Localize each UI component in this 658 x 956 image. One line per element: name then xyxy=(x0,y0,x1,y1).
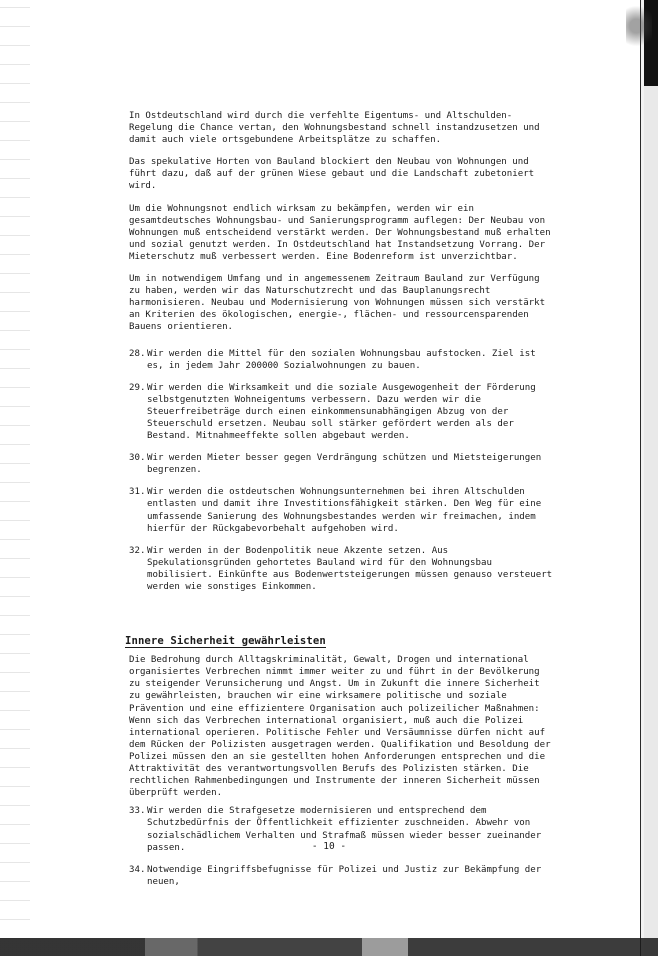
item-text: Wir werden die ostdeutschen Wohnungsunternehmen bei ihren Altschulden entlasten und damit ihre Investitionsfähigkeit stärken. Den Weg für eine umfassende Sanierung des Wohnungsbestandes werden wir freimachen, indem hierfür der Rückgabevorbehalt aufgehoben wird. xyxy=(147,487,542,534)
paragraph: Um in notwendigem Umfang und in angemessenem Zeitraum Bauland zur Verfügung zu haben, werden wir das Naturschutzrecht und das Bauplanungsrecht harmonisieren. Neubau und Modernisierung von Wohnungen müssen sich verstärkt an Kriterien des ökologischen, energie-, flächen- und ressourcensparenden Bauens orientieren. xyxy=(129,274,546,333)
item-number: 30. xyxy=(129,453,146,464)
item-number: 34. xyxy=(129,864,146,875)
item-number: 32. xyxy=(129,545,146,556)
scan-right-band xyxy=(644,0,658,956)
numbered-item xyxy=(129,545,554,593)
item-number: 33. xyxy=(129,806,146,817)
item-number: 29. xyxy=(129,382,146,393)
item-text: Wir werden die Mittel für den sozialen Wohnungsbau aufstocken. Ziel ist es, in jedem Jahr 200000 Sozialwohnungen zu bauen. xyxy=(147,348,536,371)
paragraph: Die Bedrohung durch Alltagskriminalität, Gewalt, Drogen und international organisiertes Verbrechen nimmt immer weiter zu und führt in der Bevölkerung zu steigender Verunsicherung und Angst. Um in Zukunft die innere Sicherheit zu gewährleisten, brauchen wir eine wirksamere politische und soziale Prävention und eine effizientere Organisation auch polizeilicher Maßnahmen: Wenn sich das Verbrechen international organisiert, muß auch die Polizei international operieren. Politische Fehler und Versäumnisse dürfen nicht auf dem Rücken der Polizisten ausgetragen werden. Qualifikation und Besoldung der Polizei müssen den an sie gestellten hohen Anforderungen entsprechen und die Attraktivität des verantwortungsvollen Berufs des Polizisten stärken. Die rechtlichen Rahmenbedingungen und Instrumente der inneren Sicherheit müssen überprüft werden. xyxy=(129,655,551,799)
paragraph: Um die Wohnungsnot endlich wirksam zu bekämpfen, werden wir ein gesamtdeutsches Wohnungsbau- und Sanierungsprogramm auflegen: Der Neubau von Wohnungen muß entscheidend verstärkt werden. Der Wohnungsbestand muß erhalten und sozial genutzt werden. In Ostdeutschland hat Instandsetzung Vorrang. Der Mieterschutz muß verbessert werden. Eine Bodenreform ist unverzichtbar. xyxy=(129,203,551,262)
scan-smudge xyxy=(626,6,652,56)
item-text: Wir werden Mieter besser gegen Verdrängung schützen und Mietsteigerungen begrenzen. xyxy=(147,453,542,476)
numbered-item xyxy=(129,452,554,476)
scan-left-edge xyxy=(0,0,30,956)
page-number: - 10 - xyxy=(311,841,347,852)
section-body xyxy=(129,654,554,888)
scan-bottom-edge xyxy=(0,938,658,956)
paragraph: In Ostdeutschland wird durch die verfehlte Eigentums- und Altschulden-Regelung die Chance vertan, den Wohnungsbestand schnell instandzusetzen und damit auch viele ortsgebundene Arbeitsplätze zu schaffen. xyxy=(129,111,540,146)
numbered-item xyxy=(129,486,554,534)
document-body xyxy=(125,110,554,898)
numbered-item xyxy=(129,382,554,442)
paragraph: Das spekulative Horten von Bauland blockiert den Neubau von Wohnungen und führt dazu, daß auf der grünen Wiese gebaut und die Landschaft zubetoniert wird. xyxy=(129,157,535,192)
numbered-item xyxy=(129,864,554,888)
section-heading: Innere Sicherheit gewährleisten xyxy=(125,635,326,648)
item-text: Wir werden die Strafgesetze modernisieren und entsprechend dem Schutzbedürfnis der Öffentlichkeit effizienter zuschneiden. Abwehr von sozialschädlichem Verhalten und Strafmaß müssen wieder besser zueinander passen. xyxy=(147,806,542,853)
item-text: Wir werden die Wirksamkeit und die soziale Ausgewogenheit der Förderung selbstgenutzten Wohneigentums verbessern. Dazu werden wir die Steuerfreibeträge durch einen einkommensunabhängigen Abzug von der Steuerschuld ersetzen. Neubau soll stärker gefördert werden als der Bestand. Mitnahmeeffekte sollen abgebaut werden. xyxy=(147,382,536,442)
numbered-item xyxy=(129,348,554,372)
item-text: Wir werden in der Bodenpolitik neue Akzente setzen. Aus Spekulationsgründen gehortetes Bauland wird für den Wohnungsbau mobilisiert. Einkünfte aus Bodenwertsteigerungen müssen genauso versteuert werden wie sonstiges Einkommen. xyxy=(147,545,553,592)
scan-right-edge xyxy=(628,0,658,956)
item-text: Notwendige Eingriffsbefugnisse für Polizei und Justiz zur Bekämpfung der neuen, xyxy=(147,864,542,887)
item-number: 28. xyxy=(129,348,146,359)
item-number: 31. xyxy=(129,487,146,498)
